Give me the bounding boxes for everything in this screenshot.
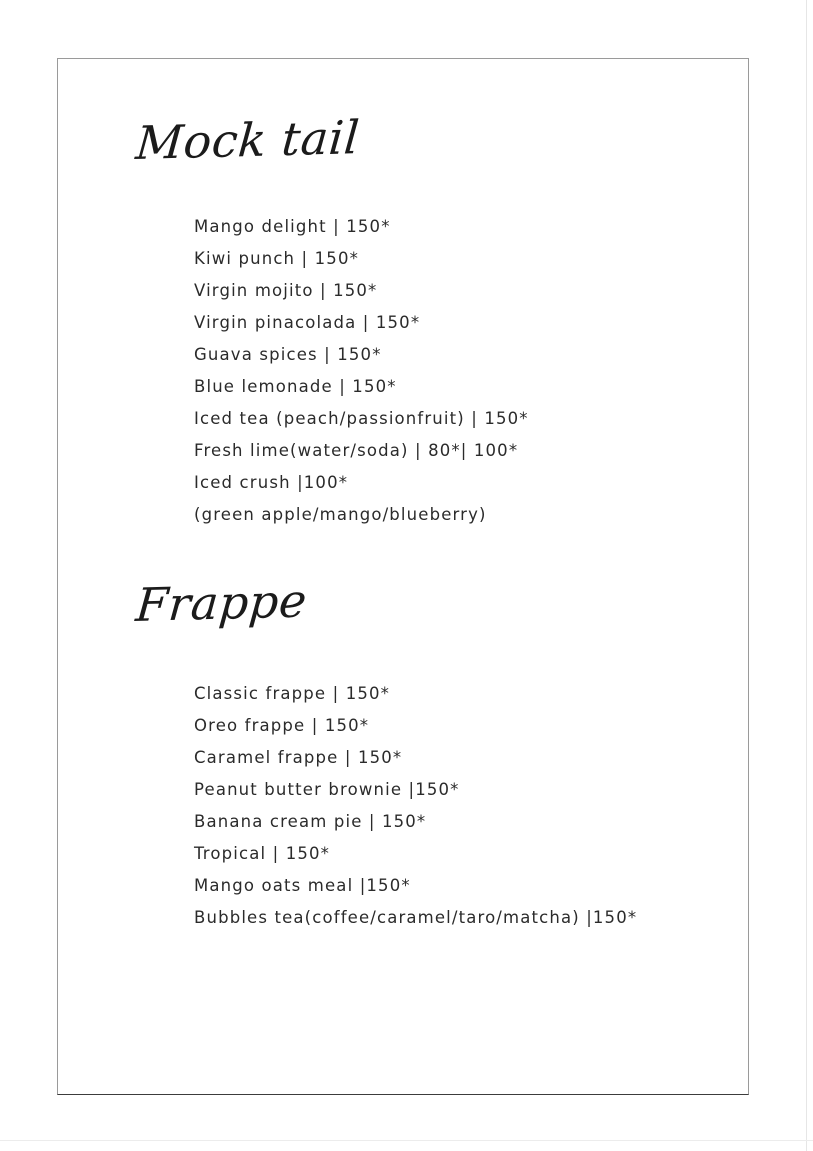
menu-item: Bubbles tea(coffee/caramel/taro/matcha) |150* — [194, 908, 638, 928]
menu-item: Caramel frappe | 150* — [194, 748, 403, 768]
page-edge-bottom — [0, 1140, 813, 1141]
menu-item: Guava spices | 150* — [194, 345, 382, 365]
page-edge-right — [806, 0, 807, 1151]
menu-item-note: (green apple/mango/blueberry) — [194, 505, 487, 525]
menu-item: Virgin pinacolada | 150* — [194, 313, 421, 333]
menu-border-frame — [57, 58, 749, 1095]
menu-item: Classic frappe | 150* — [194, 684, 391, 704]
menu-item: Oreo frappe | 150* — [194, 716, 370, 736]
menu-item: Fresh lime(water/soda) | 80*| 100* — [194, 441, 519, 461]
menu-item: Virgin mojito | 150* — [194, 281, 378, 301]
menu-item: Mango oats meal |150* — [194, 876, 411, 896]
menu-item-list-mocktail — [194, 211, 748, 531]
menu-item: Mango delight | 150* — [194, 217, 391, 237]
menu-item: Blue lemonade | 150* — [194, 377, 397, 397]
menu-content — [58, 59, 748, 1094]
section-title-frappe: Frappe — [133, 573, 310, 632]
menu-item: Iced tea (peach/passionfruit) | 150* — [194, 409, 529, 429]
menu-section-mocktail — [58, 110, 748, 531]
menu-item: Tropical | 150* — [194, 844, 331, 864]
menu-item: Iced crush |100* — [194, 473, 349, 493]
menu-item-list-frappe — [194, 678, 748, 934]
section-title-mocktail: Mock tail — [133, 110, 362, 170]
menu-item: Kiwi punch | 150* — [194, 249, 359, 269]
menu-item: Peanut butter brownie |150* — [194, 780, 460, 800]
menu-section-frappe — [58, 573, 748, 934]
menu-item: Banana cream pie | 150* — [194, 812, 427, 832]
